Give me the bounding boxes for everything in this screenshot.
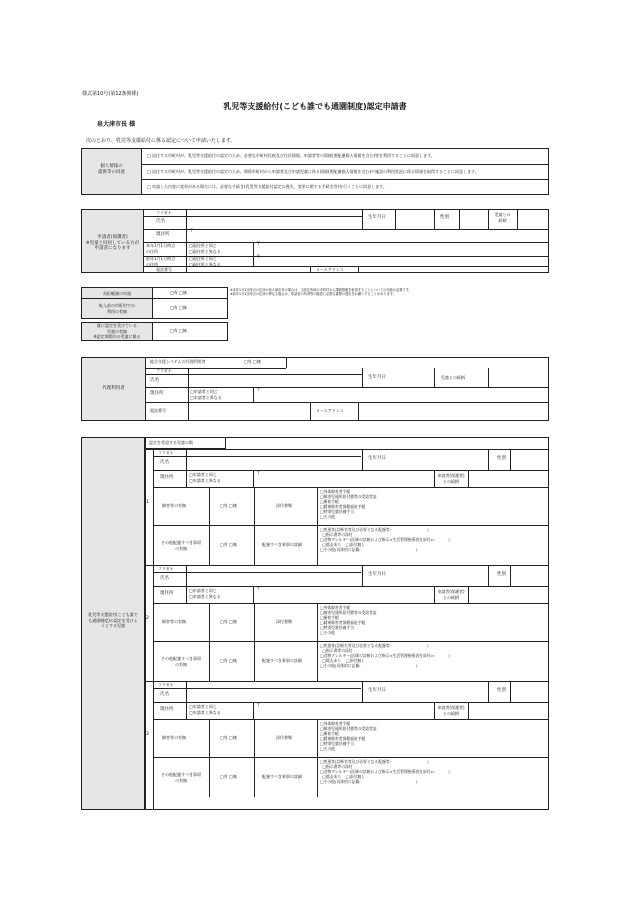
- child-furigana-label: フリガナ: [158, 682, 174, 687]
- proxy-birth-label: 生年月日: [368, 375, 386, 380]
- child-birth-label: 生年月日: [368, 572, 386, 577]
- child-birth-label: 生年月日: [368, 688, 386, 693]
- child-disability-label: 障害等の有無: [162, 735, 186, 740]
- child-name-label: 氏名: [160, 460, 169, 465]
- proxy-system-label: 総合支援システムの代理利用者: [150, 359, 206, 364]
- child-address-options[interactable]: □申請者と同じ □申請者と異なる: [189, 472, 221, 483]
- form-number: 様式第10号(第12条関係): [82, 91, 139, 97]
- form-title: 乳児等支援給付(こども誰でも通園制度)認定申請書: [223, 102, 407, 111]
- proxy-email-label: メールアドレス: [316, 408, 344, 413]
- child-detail-label: 配慮すべき事項の詳細: [262, 658, 302, 663]
- child-number: 3: [146, 732, 149, 737]
- name-label: 氏名: [156, 219, 165, 224]
- child-other-label: その他配慮すべき事項 の有無: [161, 772, 201, 783]
- child-name-label: 氏名: [160, 576, 169, 581]
- applicant-note: ※本年1月1日時点の住所が泉大津市外の場合は、当該住所地の市町村から課税情報を取得することについての同意が必要です。 ※前年1月1日時点の住所が異なる場合は、申請者の所得等の確認に必要な書類の提出をお願いすることがあります。: [230, 288, 412, 297]
- address-label: 現住所: [156, 232, 170, 237]
- prev-postal-mark: 〒: [256, 255, 261, 260]
- child-disability-label: 障害等の有無: [162, 503, 186, 508]
- consent-item-3[interactable]: □ 申請した内容に変更がある場合には、必要な手続き(乳児等支援給付認定の喪失、変更に関する手続き等)を行うことに同意します。: [147, 184, 387, 189]
- jan1-address-options[interactable]: □現住所と同じ □現住所と異なる: [189, 243, 221, 254]
- child-gender-label: 性別: [497, 688, 506, 693]
- children-count-label: 認定を希望する児童の数: [149, 440, 193, 445]
- child-address-options[interactable]: □申請者と同じ □申請者と異なる: [189, 704, 221, 715]
- child-address-label: 現住所: [160, 591, 174, 596]
- proxy-furigana-label: フリガナ: [156, 368, 172, 373]
- child-other-options[interactable]: □有 □無: [220, 774, 237, 779]
- child-name-label: 氏名: [160, 692, 169, 697]
- consent-item-1[interactable]: □ 居住する市町村が、乳児等支援給付の認定のため、必要な市町村民税及び住民情報、申請者等の情報(要配慮個人情報を含む)等を利用することに同意します。: [147, 153, 435, 158]
- proxy-phone-label: 電話番号: [150, 408, 166, 413]
- furigana-label: フリガナ: [156, 210, 172, 215]
- child-birth-label: 生年月日: [368, 456, 386, 461]
- child-other-label: その他配慮すべき事項 の有無: [161, 656, 201, 667]
- child-other-options[interactable]: □有 □無: [220, 542, 237, 547]
- phone-label: 電話番号: [156, 267, 172, 272]
- child-furigana-label: フリガナ: [158, 450, 174, 455]
- birthdate-label: 生年月日: [368, 215, 386, 220]
- proxy-address-label: 現住所: [150, 391, 164, 396]
- child-postal-mark: 〒: [256, 587, 261, 592]
- prior-usage-label: 転入前の市町村での 利用の有無: [99, 303, 135, 314]
- proxy-label: 代理利用者: [102, 386, 125, 391]
- child-attach-label: 添付書類: [276, 619, 292, 624]
- child-relation-label: 申請者(保護者) との続柄: [437, 589, 465, 600]
- email-label: メールアドレス: [316, 267, 344, 272]
- certified-child-label: 既に認定を受けている 児童の有無 ※認定期間内の児童に限る: [93, 323, 141, 339]
- child-disability-options[interactable]: □有 □無: [220, 735, 237, 740]
- child-attach-list[interactable]: □身体障害者手帳 □障害児通所給付費等の受給者証 □療育手帳 □精神障害者保健福祉手帳 □特別児童扶養手当 □その他: [320, 605, 377, 635]
- burden-reduction-label: 負担軽減の申請: [103, 291, 131, 296]
- child-other-label: その他配慮すべき事項 の有無: [161, 540, 201, 551]
- child-relation-label: 申請者(保護者) との続柄: [437, 473, 465, 484]
- consent-label: 個人情報の 提供等の同意: [98, 164, 125, 175]
- prev-address-label: 前年1月1日時点 の住所: [146, 256, 176, 267]
- proxy-relation-label: 児童との続柄: [441, 375, 465, 380]
- child-attach-label: 添付書類: [276, 503, 292, 508]
- child-other-options[interactable]: □有 □無: [220, 658, 237, 663]
- children-label: 乳児等支援給付(こども誰で も通園制度)の認定を受けよ うとする児童: [88, 612, 138, 628]
- child-furigana-label: フリガナ: [158, 566, 174, 571]
- addressee: 泉大津市長 様: [97, 121, 136, 128]
- child-gender-label: 性別: [497, 456, 506, 461]
- proxy-address-options[interactable]: □申請者と同じ □申請者と異なる: [190, 389, 222, 400]
- jan1-address-label: 本年1月1日時点 の住所: [146, 243, 176, 254]
- child-postal-mark: 〒: [256, 471, 261, 476]
- consent-item-2[interactable]: □ 居住する市町村が、乳児等支援給付の認定のため、関係市町村から申請者及び申請児童に係る情報(要配慮個人情報を含む)や施設の利用状況に係る情報を取得することに同意します。: [147, 169, 479, 174]
- proxy-system-options[interactable]: □有 □無: [244, 359, 261, 364]
- gender-label: 性別: [440, 215, 449, 220]
- child-detail-label: 配慮すべき事項の詳細: [262, 542, 302, 547]
- child-attach-list[interactable]: □身体障害者手帳 □障害児通所給付費等の受給者証 □療育手帳 □精神障害者保健福祉手帳 □特別児童扶養手当 □その他: [320, 489, 377, 519]
- proxy-name-label: 氏名: [150, 378, 159, 383]
- prior-usage-options[interactable]: □有 □無: [170, 305, 187, 310]
- child-address-label: 現住所: [160, 707, 174, 712]
- intro-text: 次のとおり、乳児等支援給付に係る認定について申請いたします。: [86, 138, 236, 144]
- child-detail-list[interactable]: □疾患等(診断名等及び必要となる配慮等: ) □指示書等の添付 □食物アレルギー(医師の診断および指示<生活管理指導表を添付>: ) □除去あり □添付無し □その他(具体的に記載: ): [320, 643, 450, 668]
- child-relation-label: 申請者(保護者) との続柄: [437, 705, 465, 716]
- proxy-postal-mark: 〒: [256, 388, 261, 393]
- prev-address-options[interactable]: □現住所と同じ □現住所と異なる: [189, 256, 221, 267]
- jan1-postal-mark: 〒: [256, 242, 261, 247]
- postal-mark: 〒: [189, 229, 194, 234]
- child-disability-options[interactable]: □有 □無: [220, 503, 237, 508]
- child-postal-mark: 〒: [256, 703, 261, 708]
- child-attach-list[interactable]: □身体障害者手帳 □障害児通所給付費等の受給者証 □療育手帳 □精神障害者保健福祉手帳 □特別児童扶養手当 □その他: [320, 721, 377, 751]
- child-address-label: 現住所: [160, 475, 174, 480]
- child-detail-label: 配慮すべき事項の詳細: [262, 774, 302, 779]
- child-number: 1: [146, 500, 149, 505]
- certified-child-options[interactable]: □有 □無: [170, 328, 187, 333]
- child-address-options[interactable]: □申請者と同じ □申請者と異なる: [189, 588, 221, 599]
- child-detail-list[interactable]: □疾患等(診断名等及び必要となる配慮等: ) □指示書等の添付 □食物アレルギー(医師の診断および指示<生活管理指導表を添付>: ) □除去あり □添付無し □その他(具体的に記載: ): [320, 527, 450, 552]
- child-attach-label: 添付書類: [276, 735, 292, 740]
- relation-label: 児童との 続柄: [494, 212, 511, 223]
- child-number: 2: [146, 616, 149, 621]
- child-gender-label: 性別: [497, 572, 506, 577]
- child-disability-options[interactable]: □有 □無: [220, 619, 237, 624]
- child-disability-label: 障害等の有無: [162, 619, 186, 624]
- child-detail-list[interactable]: □疾患等(診断名等及び必要となる配慮等: ) □指示書等の添付 □食物アレルギー(医師の診断および指示<生活管理指導表を添付>: ) □除去あり □添付無し □その他(具体的に記載: ): [320, 759, 450, 784]
- burden-reduction-options[interactable]: □有 □無: [170, 290, 187, 295]
- applicant-label: 申請者(保護者) ※児童と同居している方が 申請者になります: [85, 235, 140, 251]
